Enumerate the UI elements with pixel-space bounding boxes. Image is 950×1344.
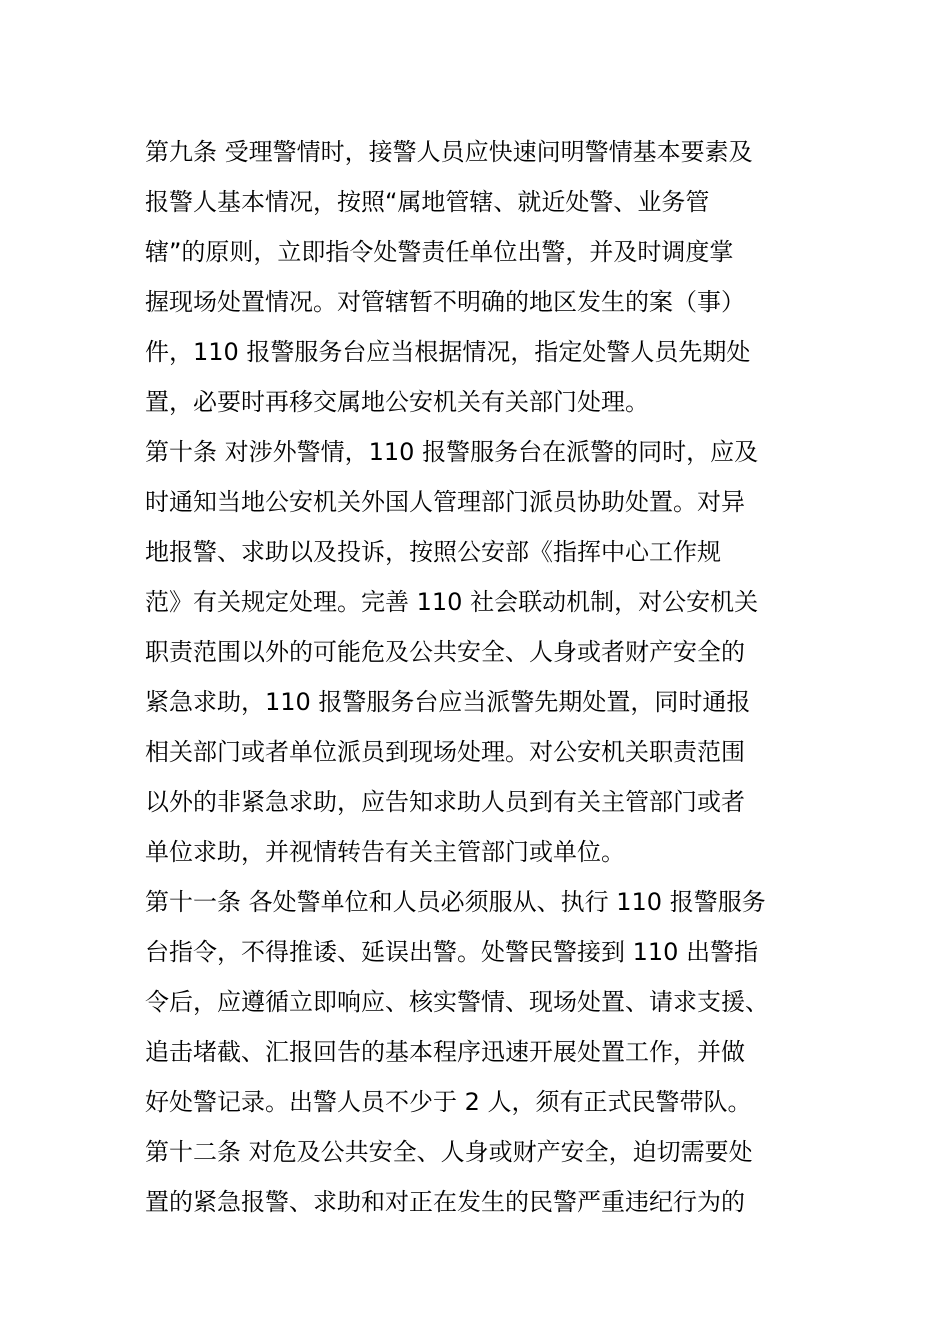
text-line-16: 第十一条 各处警单位和人员必须服从、执行 110 报警服务 bbox=[145, 888, 766, 916]
text-line-12: 紧急求助，110 报警服务台应当派警先期处置，同时通报 bbox=[145, 688, 751, 716]
text-line-4: 握现场处置情况。对管辖暂不明确的地区发生的案（事） bbox=[145, 288, 745, 316]
text-line-14: 以外的非紧急求助，应告知求助人员到有关主管部门或者 bbox=[145, 788, 745, 816]
text-line-7: 第十条 对涉外警情，110 报警服务台在派警的同时，应及 bbox=[145, 438, 759, 466]
text-line-17: 台指令，不得推诿、延误出警。处警民警接到 110 出警指 bbox=[145, 938, 759, 966]
text-line-19: 追击堵截、汇报回告的基本程序迅速开展处置工作，并做 bbox=[145, 1038, 745, 1066]
text-line-15: 单位求助，并视情转告有关主管部门或单位。 bbox=[145, 838, 625, 866]
document-body bbox=[145, 127, 810, 1227]
text-line-9: 地报警、求助以及投诉，按照公安部《指挥中心工作规 bbox=[145, 538, 721, 566]
text-line-2: 报警人基本情况，按照“属地管辖、就近处警、业务管 bbox=[145, 188, 710, 216]
text-line-21: 第十二条 对危及公共安全、人身或财产安全，迫切需要处 bbox=[145, 1138, 753, 1166]
text-line-5: 件，110 报警服务台应当根据情况，指定处警人员先期处 bbox=[145, 338, 751, 366]
text-line-20: 好处警记录。出警人员不少于 2 人，须有正式民警带队。 bbox=[145, 1088, 752, 1116]
text-line-22: 置的紧急报警、求助和对正在发生的民警严重违纪行为的 bbox=[145, 1188, 745, 1216]
text-line-13: 相关部门或者单位派员到现场处理。对公安机关职责范围 bbox=[145, 738, 745, 766]
text-line-1: 第九条 受理警情时，接警人员应快速问明警情基本要素及 bbox=[145, 138, 753, 166]
text-line-6: 置，必要时再移交属地公安机关有关部门处理。 bbox=[145, 388, 649, 416]
text-line-10: 范》有关规定处理。完善 110 社会联动机制，对公安机关 bbox=[145, 588, 759, 616]
text-line-3: 辖”的原则，立即指令处警责任单位出警，并及时调度掌 bbox=[145, 238, 734, 266]
text-line-11: 职责范围以外的可能危及公共安全、人身或者财产安全的 bbox=[145, 638, 745, 666]
text-line-8: 时通知当地公安机关外国人管理部门派员协助处置。对异 bbox=[145, 488, 745, 516]
text-line-18: 令后，应遵循立即响应、核实警情、现场处置、请求支援、 bbox=[145, 988, 769, 1016]
